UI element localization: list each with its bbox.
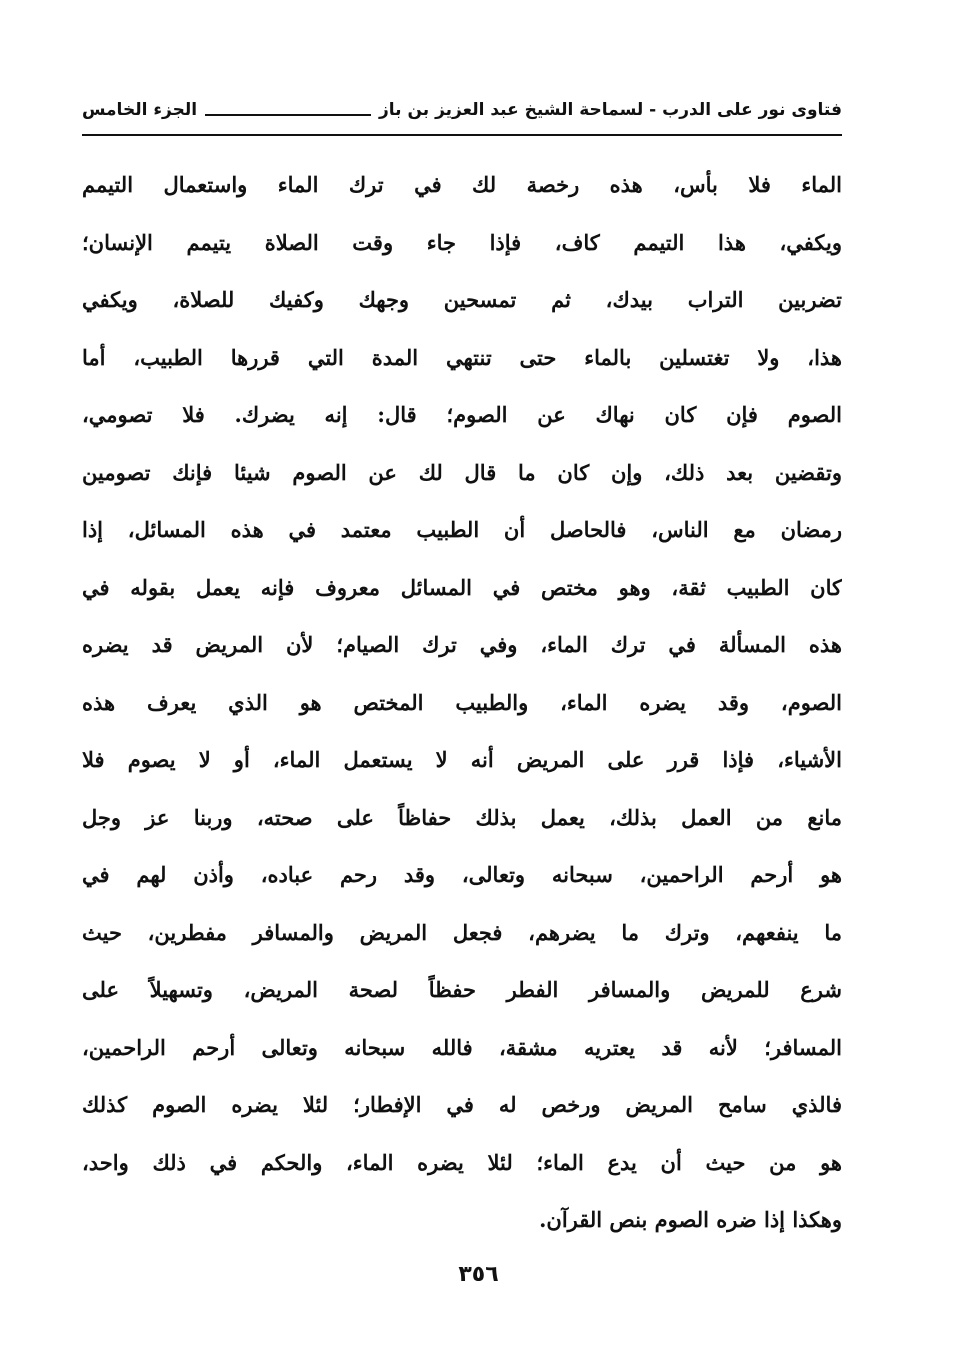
text-line: الماء فلا بأس، هذه رخصة لك في ترك الماء واستعمال التيمم	[82, 172, 842, 197]
text-line: فالذي سامح المريض ورخص له في الإفطار؛ لئلا يضره الصوم كذلك	[82, 1092, 842, 1117]
header-book-title: فتاوى نور على الدرب - لسماحة الشيخ عبد العزيز بن باز	[379, 100, 842, 120]
text-line: شرع للمريض والمسافر الفطر حفظاً لصحة المريض، وتسهيلاً على	[82, 977, 842, 1002]
header-volume-label: الجزء الخامس	[82, 100, 198, 120]
running-header	[82, 92, 842, 128]
text-line: المسافر؛ لأنه قد يعتريه مشقة، فالله سبحانه وتعالى أرحم الراحمين،	[82, 1034, 842, 1060]
text-line: هذه المسألة في ترك الماء، وفي ترك الصيام؛ لأن المريض قد يضره	[82, 632, 842, 657]
text-line: ويكفي، هذا التيمم كاف، فإذا جاء وقت الصلاة يتيمم الإنسان؛	[82, 229, 842, 255]
header-dash-rule	[205, 114, 371, 116]
text-line: وهكذا إذا ضره الصوم بنص القرآن.	[539, 1207, 842, 1232]
text-line: هو أرحم الراحمين، سبحانه وتعالى، وقد رحم عباده، وأذن لهم في	[82, 862, 842, 887]
header-divider	[82, 134, 842, 136]
text-line: الأشياء، فإذا قرر على المريض أنه لا يستعمل الماء، أو لا يصوم فلا	[82, 747, 842, 772]
text-line: رمضان مع الناس، فالحاصل أن الطبيب معتمد في هذه المسائل، إذا	[82, 517, 842, 542]
text-line: كان الطبيب ثقة، وهو مختص في المسائل معروف فإنه يعمل بقوله في	[82, 574, 842, 600]
text-line: وتقضين بعد ذلك، وإن كان ما قال لك عن الصوم شيئا فإنك تصومين	[82, 459, 842, 485]
text-line: الصوم، وقد يضره الماء، والطبيب المختص هو الذي يعرف هذه	[82, 689, 842, 715]
text-line: تضربين التراب بيدك، ثم تمسحين وجهك وكفيك للصلاة، ويكفي	[82, 287, 842, 312]
page-number: ٣٥٦	[458, 1262, 499, 1287]
text-line: هذا، ولا تغتسلين بالماء حتى تنتهي المدة التي قررها الطبيب، أما	[82, 344, 842, 370]
text-line: الصوم فإن كان نهاك عن الصوم؛ قال: إنه يضرك. فلا تصومي،	[82, 402, 842, 427]
text-line: ما ينفعهم، وترك ما يضرهم، فجعل المريض والمسافر مفطرين، حيث	[82, 919, 842, 945]
body-text	[82, 156, 842, 1249]
text-line: مانع من العمل بذلك، يعمل بذلك حفاظاً على صحته، وربنا عز وجل	[82, 804, 842, 830]
text-line: هو من حيث أن يدع الماء؛ لئلا يضره الماء، والحكم في ذلك واحد،	[82, 1149, 842, 1175]
